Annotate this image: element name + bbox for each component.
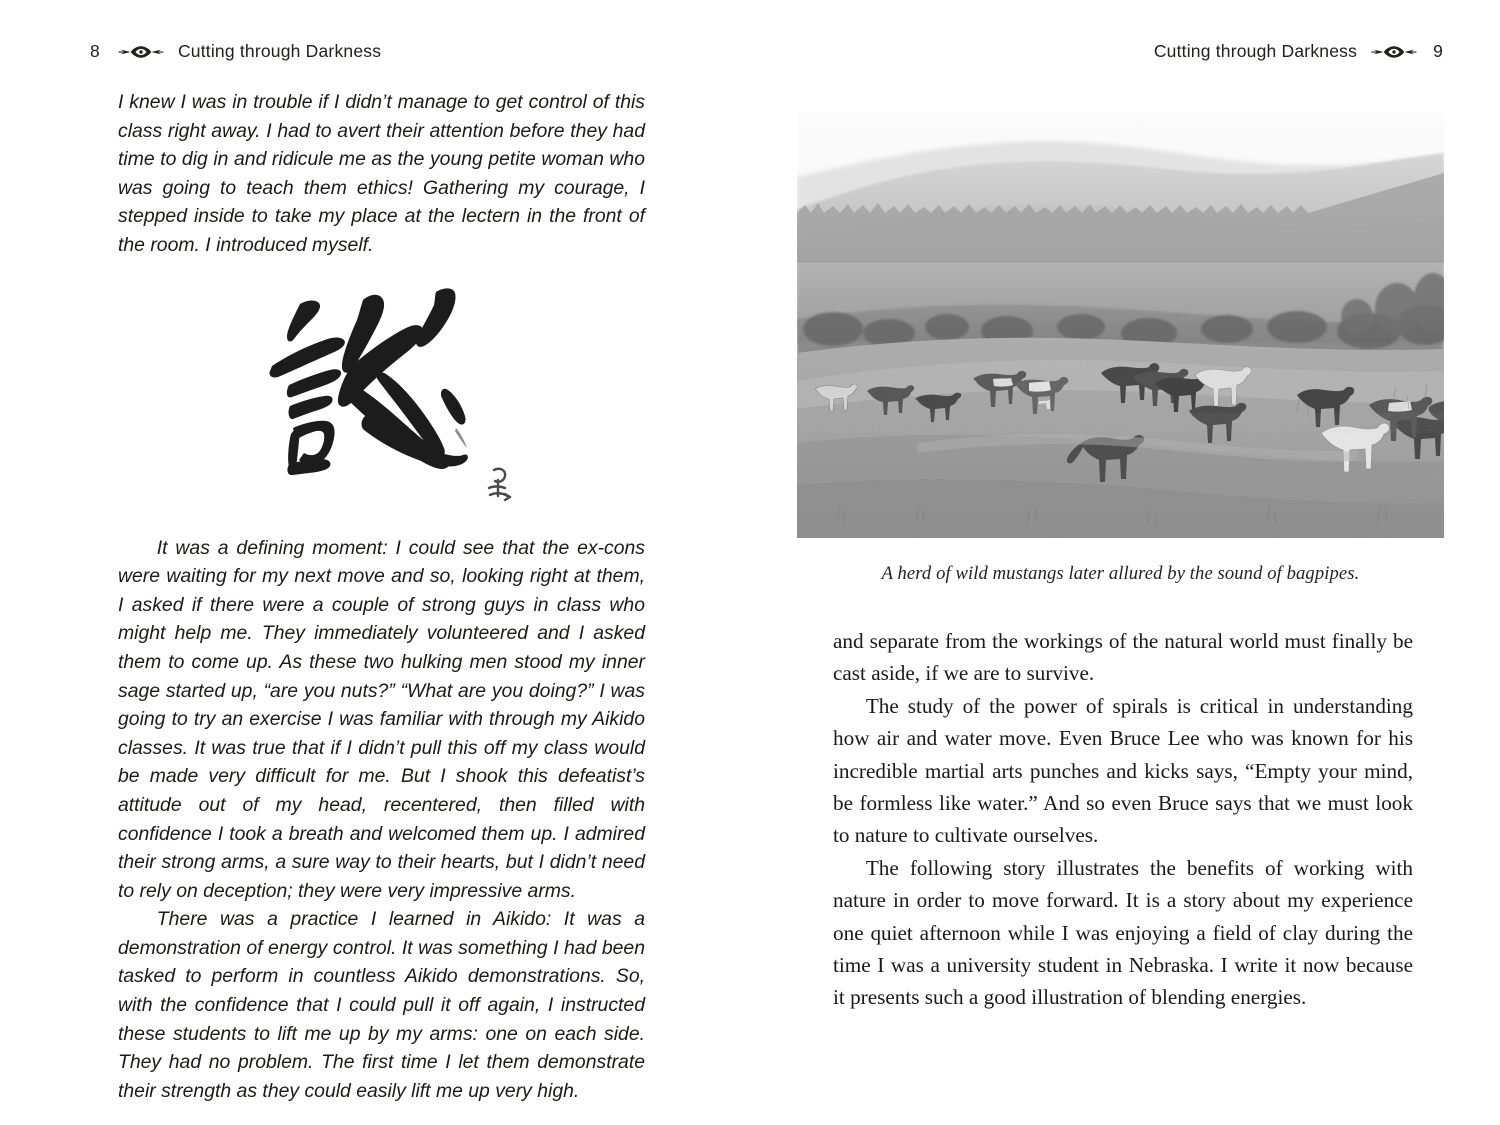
right-page-text (833, 625, 1413, 1014)
brush-calligraphy-kanji-icon (266, 278, 496, 493)
paragraph: The study of the power of spirals is critical in understanding how air and water move. Even Bruce Lee who was known for his incredible martial arts punches and kicks says, “Empty your mind, be formless like water.” And so even Bruce says that we must look to nature to cultivate ourselves. (833, 693, 1413, 848)
fleuron-ornament-icon (1371, 45, 1417, 59)
artist-seal-mark-icon (478, 464, 520, 504)
paragraph: and separate from the workings of the natural world must finally be cast aside, if we are to survive. (833, 629, 1413, 686)
folio-left: 8 (90, 41, 100, 61)
paragraph: It was a defining moment: I could see that the ex-cons were waiting for my next move and so, looking right at them, I asked if there were a couple of strong guys in class who might help me. They immediately volunteered and I asked them to come up. As these two hulking men stood my inner sage started up, “are you nuts?” “What are you doing?” I was going to try an exercise I was familiar with through my Aikido classes. It was true that if I didn’t pull this off my class would be made very difficult for me. But I shook this defeatist’s attitude out of my head, recentered, then filled with confidence I took a breath and welcomed them up. I admired their strong arms, a sure way to their hearts, but I didn’t need to rely on deception; they were very impressive arms. (118, 536, 645, 902)
left-page-column (118, 88, 645, 1105)
paragraph: I knew I was in trouble if I didn’t manage to get control of this class right away. I had to avert their attention before they had time to dig in and ridicule me as the young petite woman who was going to teach them ethics! Gathering my courage, I stepped inside to take my place at the lectern in the front of the room. I introduced myself. (118, 91, 645, 256)
running-head-left (90, 41, 381, 62)
wild-mustangs-photograph (797, 113, 1444, 538)
calligraphy-figure (118, 276, 645, 528)
paragraph: There was a practice I learned in Aikido: It was a demonstration of energy control. It was something I had been tasked to perform in countless Aikido demonstrations. So, with the confidence that I could pull it off again, I instructed these students to lift me up by my arms: one on each side. They had no problem. The first time I let them demonstrate their strength as they could easily lift me up very high. (118, 908, 645, 1102)
running-head-title-right: Cutting through Darkness (1153, 41, 1358, 61)
folio-right: 9 (1433, 41, 1443, 61)
left-page-text (118, 88, 645, 1105)
running-head-right (1154, 41, 1443, 62)
running-head-title-left: Cutting through Darkness (177, 41, 382, 61)
photo-caption: A herd of wild mustangs later allured by the sound of bagpipes. (881, 563, 1360, 584)
photo-figure (797, 113, 1444, 585)
fleuron-ornament-icon (118, 45, 164, 59)
paragraph: The following story illustrates the benefits of working with nature in order to move forward. It is a story about my experience one quiet afternoon while I was enjoying a field of clay during the time I was a university student in Nebraska. I write it now because it presents such a good illustration of blending energies. (833, 855, 1413, 1010)
